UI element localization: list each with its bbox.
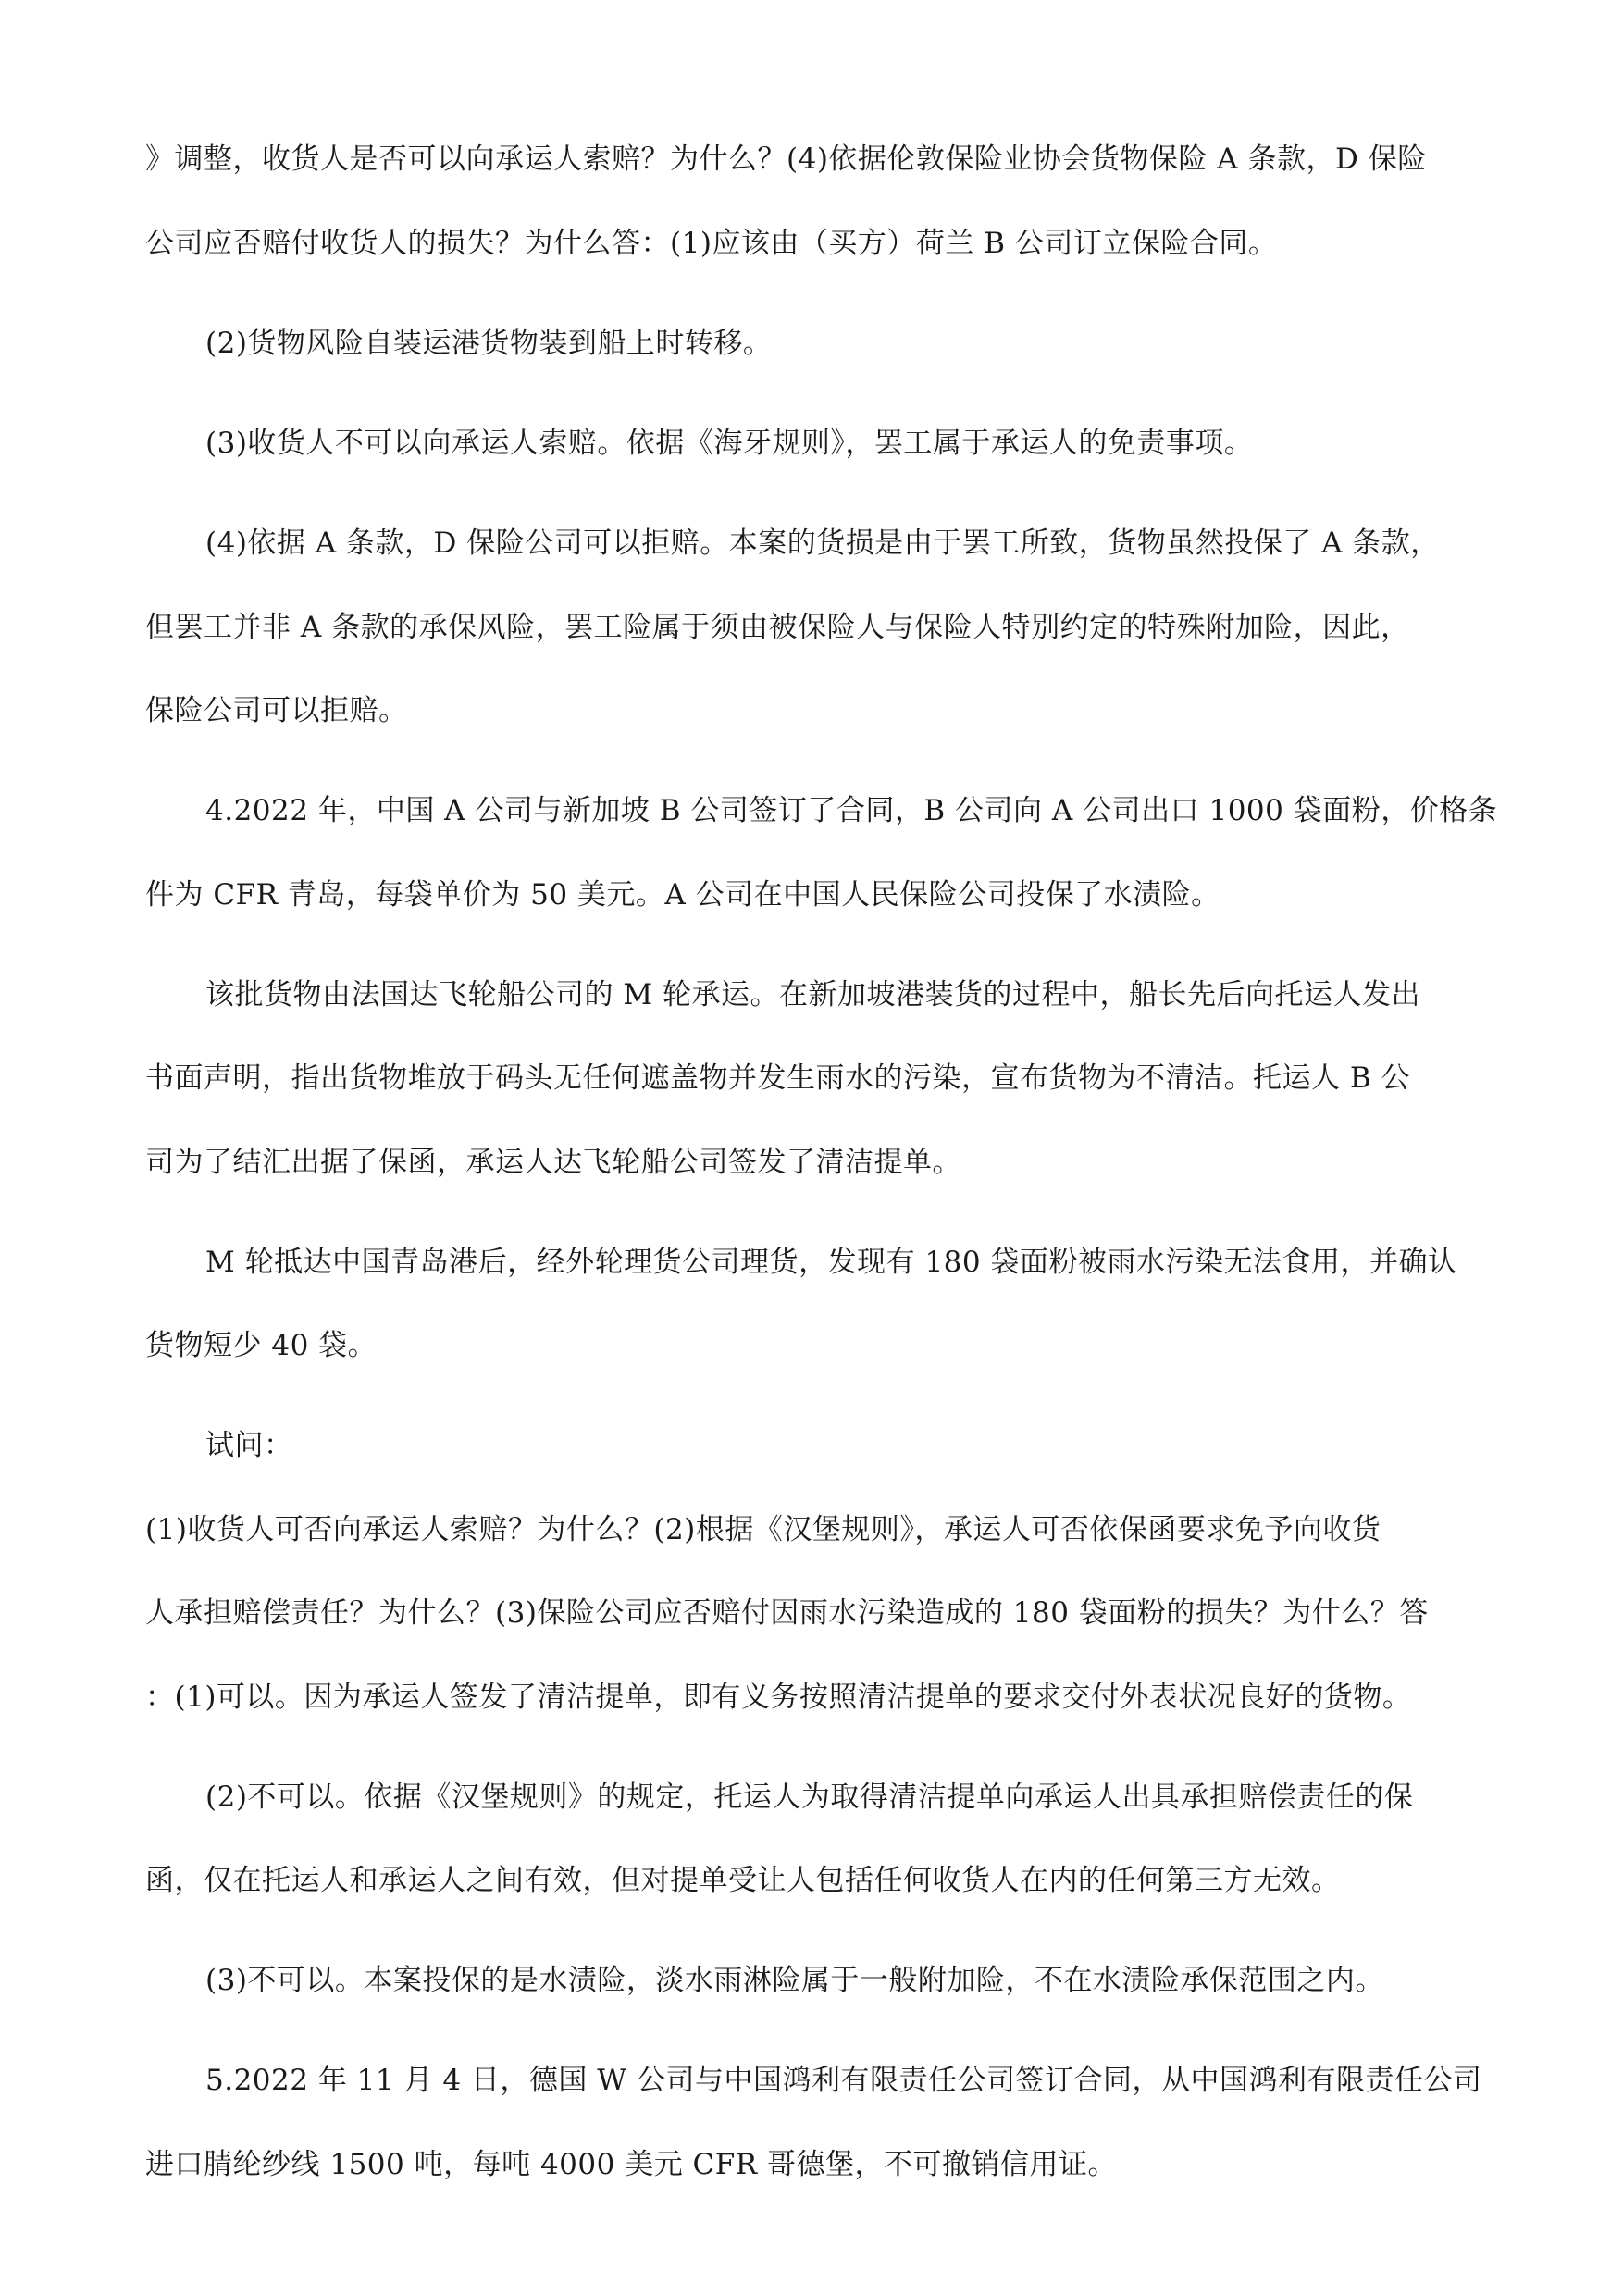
text-line: 》调整，收货人是否可以向承运人索赔？为什么？(4)依据伦敦保险业协会货物保险 A 条款，D 保险 <box>145 143 1427 176</box>
text-line: 人承担赔偿责任？为什么？(3)保险公司应否赔付因雨水污染造成的 180 袋面粉的损失？为什么？答 <box>145 1596 1429 1630</box>
text-line: ：(1)可以。因为承运人签发了清洁提单，即有义务按照清洁提单的要求交付外表状况良好的货物。 <box>145 1681 1412 1714</box>
text-line: 5.2022 年 11 月 4 日，德国 W 公司与中国鸿利有限责任公司签订合同，从中国鸿利有限责任公司 <box>205 2064 1482 2097</box>
text-line: (2)货物风险自装运港货物装到船上时转移。 <box>205 327 773 360</box>
text-line: 司为了结汇出据了保函，承运人达飞轮船公司签发了清洁提单。 <box>145 1146 961 1179</box>
text-line: 但罢工并非 A 条款的承保风险，罢工险属于须由被保险人与保险人特别约定的特殊附加险，因此， <box>145 611 1410 644</box>
text-line: 货物短少 40 袋。 <box>145 1329 378 1362</box>
text-line: 该批货物由法国达飞轮船公司的 M 轮承运。在新加坡港装货的过程中，船长先后向托运人发出 <box>205 978 1420 1011</box>
text-line: M 轮抵达中国青岛港后，经外轮理货公司理货，发现有 180 袋面粉被雨水污染无法食用，并确认 <box>205 1246 1457 1279</box>
text-line: (4)依据 A 条款，D 保险公司可以拒赔。本案的货损是由于罢工所致，货物虽然投保了 A 条款， <box>205 527 1440 560</box>
text-line: 试问： <box>205 1429 293 1462</box>
text-line: 保险公司可以拒赔。 <box>145 694 408 727</box>
text-line: 公司应否赔付收货人的损失？为什么答：(1)应该由（买方）荷兰 B 公司订立保险合同。 <box>145 227 1278 260</box>
text-line: (2)不可以。依据《汉堡规则》的规定，托运人为取得清洁提单向承运人出具承担赔偿责任的保 <box>205 1781 1414 1814</box>
text-line: 书面声明，指出货物堆放于码头无任何遮盖物并发生雨水的污染，宣布货物为不清洁。托运人 B 公 <box>145 1061 1410 1095</box>
text-line: 函，仅在托运人和承运人之间有效，但对提单受让人包括任何收货人在内的任何第三方无效。 <box>145 1864 1341 1897</box>
text-line: (3)不可以。本案投保的是水渍险，淡水雨淋险属于一般附加险，不在水渍险承保范围之内。 <box>205 1964 1384 1997</box>
text-line: 件为 CFR 青岛，每袋单价为 50 美元。A 公司在中国人民保险公司投保了水渍险。 <box>145 878 1220 912</box>
text-line: (1)收货人可否向承运人索赔？为什么？(2)根据《汉堡规则》，承运人可否依保函要求免予向收货 <box>145 1513 1381 1546</box>
text-line: 进口腈纶纱线 1500 吨，每吨 4000 美元 CFR 哥德堡，不可撤销信用证。 <box>145 2148 1117 2181</box>
text-line: 4.2022 年，中国 A 公司与新加坡 B 公司签订了合同，B 公司向 A 公司出口 1000 袋面粉，价格条 <box>205 794 1498 827</box>
text-line: (3)收货人不可以向承运人索赔。依据《海牙规则》，罢工属于承运人的免责事项。 <box>205 427 1254 460</box>
